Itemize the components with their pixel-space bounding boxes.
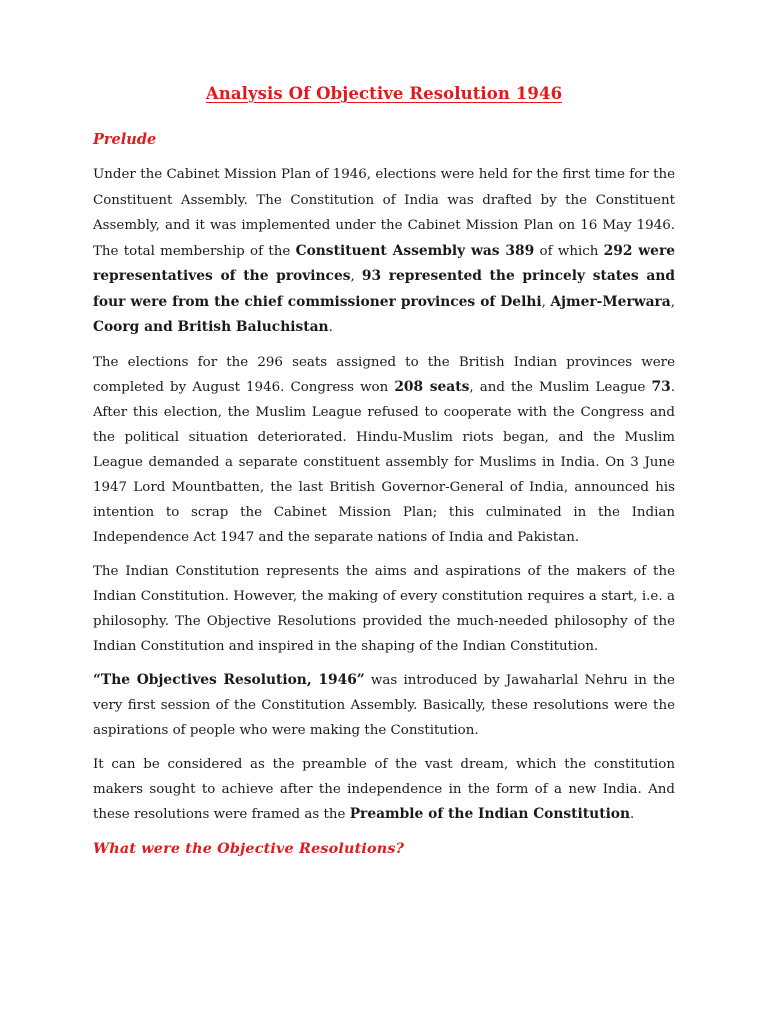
text-run: , (670, 294, 676, 310)
text-run: was introduced by Jawaharlal Nehru in the very first session of the Constitution Assembly. Basically, these resolutions were the aspirations of people who were making the Constitution. (93, 672, 675, 738)
bold-run: Preamble of the Indian Constitution (349, 805, 631, 822)
text-run: . After this election, the Muslim League refused to cooperate with the Congress and the political situation deteriorated. Hindu-Muslim riots began, and the Muslim League demanded a separate constituent assembly for Muslims in India. On 3 June 1947 Lord Mountbatten, the last British Governor-General of India, announced his intention to scrap the Cabinet Mission Plan; this culminated in the Indian Independence Act 1947 and the separate nations of India and Pakistan. (93, 379, 676, 545)
paragraph-preamble (93, 752, 675, 827)
prelude-heading: Prelude (93, 131, 157, 148)
bold-run: 93 represented the princely states and four were from the chief commissioner provinces of Delhi (93, 268, 675, 310)
paragraph-prelude-1 (93, 162, 675, 341)
bold-run: 292 were representatives of the provinces (93, 242, 676, 284)
text-run: . (630, 806, 635, 822)
paragraph-constitution-philosophy: The Indian Constitution represents the aims and aspirations of the makers of the Indian Constitution. However, the making of every constitution requires a start, i.e. a philosophy. The Objective Resolutions provided the much-needed philosophy of the Indian Constitution and inspired in the shaping of the Indian Constitution. (93, 563, 675, 654)
text-run: , and the Muslim League (469, 379, 652, 395)
text-run: , (350, 269, 362, 284)
paragraph-objectives-resolution (93, 668, 675, 743)
text-run: of which (534, 243, 604, 259)
bold-run: Ajmer-Merwara (550, 293, 671, 310)
document-title: Analysis Of Objective Resolution 1946 (205, 84, 563, 103)
bold-run: 73 (651, 378, 671, 395)
text-run: The elections for the 296 seats assigned to the British Indian provinces were completed by August 1946. Congress won (93, 354, 675, 395)
bold-run: Constituent Assembly was 389 (295, 242, 535, 259)
text-run: Under the Cabinet Mission Plan of 1946, elections were held for the first time for the Constituent Assembly. The Constitution of India was drafted by the Constituent Assembly, and it was implemented under the Cabinet Mission Plan on 16 May 1946. The total membership of the (93, 167, 675, 259)
text-run: . (328, 320, 333, 335)
text-run: It can be considered as the preamble of the vast dream, which the constitution makers sought to achieve after the independence in the form of a new India. And these resolutions were framed as the (93, 756, 675, 822)
bold-run: 208 seats (394, 378, 470, 395)
paragraph-elections (93, 350, 675, 550)
objective-resolutions-heading: What were the Objective Resolutions? (93, 840, 405, 857)
bold-run: “The Objectives Resolution, 1946” (93, 671, 365, 688)
text-run: , (541, 294, 551, 310)
bold-run: Coorg and British Baluchistan (93, 319, 329, 335)
